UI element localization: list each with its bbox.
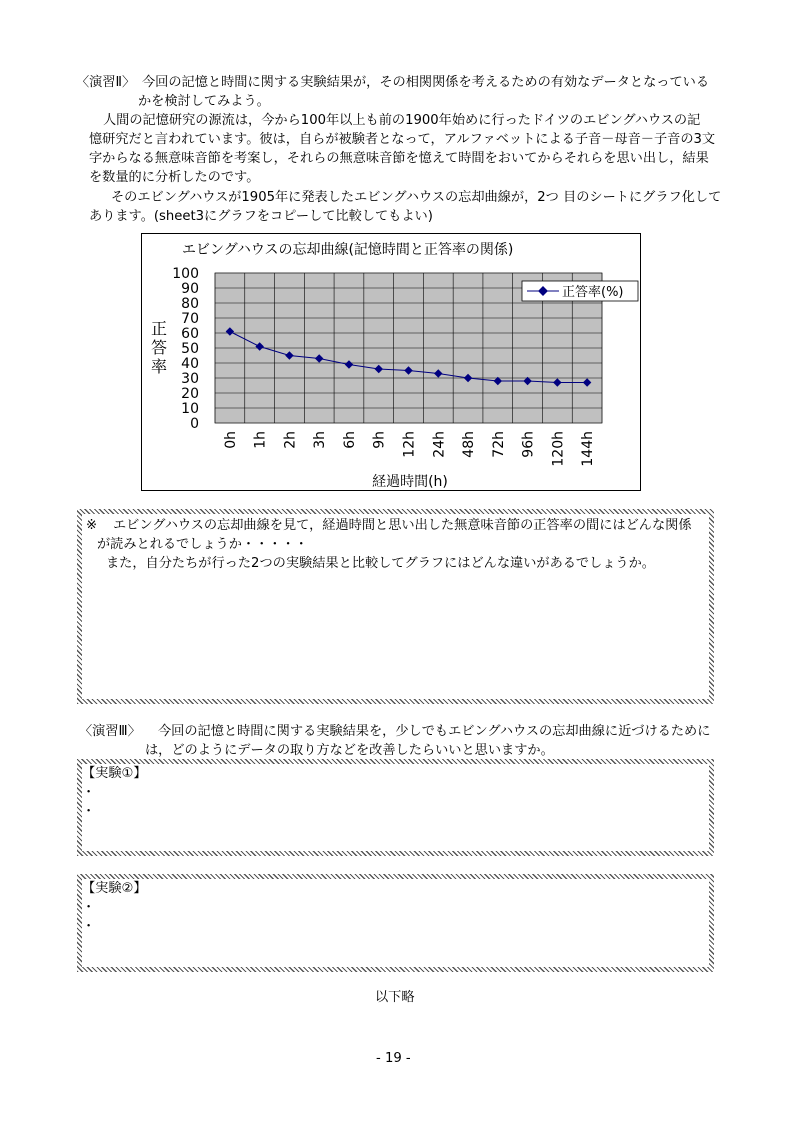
y-tick-label: 10 — [181, 401, 199, 417]
experiment1-bullet1: ・ — [82, 785, 96, 800]
y-tick-label: 80 — [181, 296, 199, 312]
y-tick-label: 90 — [181, 281, 199, 297]
experiment2-title: 【実験②】 — [82, 881, 147, 896]
y-tick-label: 40 — [181, 356, 199, 372]
y-axis-label-char: 正 — [150, 319, 168, 338]
exercise3-line1: 今回の記憶と時間に関する実験結果を，少しでもエビングハウスの忘却曲線に近づけるために — [158, 724, 711, 739]
forgetting-curve-chart — [141, 233, 641, 491]
exercise2-heading: 〈演習Ⅱ〉 — [76, 75, 136, 90]
x-tick-label: 2h — [282, 431, 299, 449]
x-tick-label: 48h — [461, 431, 478, 458]
x-tick-label: 9h — [371, 431, 388, 449]
para1-line1: 人間の記憶研究の源流は，今から100年以上も前の1900年始めに行ったドイツのエビングハウスの記 — [103, 113, 701, 128]
exercise3-line2: は，どのようにデータの取り方などを改善したらいいと思いますか。 — [145, 743, 554, 758]
experiment2-bullet1: ・ — [82, 900, 96, 915]
x-axis-label: 経過時間(h) — [372, 474, 448, 490]
chart-title: エビングハウスの忘却曲線(記憶時間と正答率の関係) — [182, 242, 514, 258]
y-tick-label: 20 — [181, 386, 199, 402]
para1-line2: 憶研究だと言われています。彼は，自らが被験者となって，アルファベットによる子音－母音－子音の3文 — [89, 132, 716, 147]
y-axis-label — [151, 319, 167, 376]
chart-svg — [142, 234, 640, 490]
para1-line3: 字からなる無意味音節を考案し，それらの無意味音節を憶えて時間をおいてからそれらを思い出し，結果 — [89, 151, 709, 166]
experiment1-bullet2: ・ — [82, 804, 96, 819]
x-tick-label: 72h — [490, 431, 507, 458]
x-tick-label: 6h — [341, 431, 358, 449]
experiment1-box — [77, 759, 714, 856]
experiment1-title: 【実験①】 — [82, 766, 147, 781]
para2-line2: あります。(sheet3にグラフをコピーして比較してもよい) — [89, 209, 433, 224]
note-line2: が読みとれるでしょうか・・・・・ — [97, 537, 308, 552]
experiment2-bullet2: ・ — [82, 919, 96, 934]
x-tick-label: 12h — [401, 431, 418, 458]
para2-line1: そのエビングハウスが1905年に発表したエビングハウスの忘却曲線が，2つ 目のシートにグラフ化して — [111, 190, 722, 205]
exercise3-heading: 〈演習Ⅲ〉 — [79, 724, 141, 739]
note-box — [77, 509, 714, 704]
y-tick-labels — [172, 266, 199, 432]
legend — [522, 281, 638, 301]
x-tick-label: 144h — [580, 431, 597, 467]
note-mark: ※ — [86, 518, 98, 533]
y-tick-label: 60 — [181, 326, 199, 342]
legend-label: 正答率(%) — [562, 285, 624, 300]
y-axis-label-char: 率 — [150, 357, 168, 376]
omitted-note: 以下略 — [375, 990, 415, 1005]
x-tick-label: 3h — [312, 431, 329, 449]
y-tick-label: 50 — [181, 341, 199, 357]
x-tick-label: 24h — [431, 431, 448, 458]
note-line1: エビングハウスの忘却曲線を見て，経過時間と思い出した無意味音節の正答率の間にはどんな関係 — [113, 518, 692, 533]
y-tick-label: 70 — [181, 311, 199, 327]
x-tick-label: 1h — [252, 431, 269, 449]
y-tick-label: 100 — [172, 266, 199, 282]
y-tick-label: 0 — [190, 416, 199, 432]
page-number: - 19 - — [376, 1051, 411, 1066]
x-tick-labels — [223, 431, 596, 467]
exercise2-line2: かを検討してみよう。 — [138, 94, 270, 109]
experiment2-box — [77, 874, 714, 972]
para1-line4: を数量的に分析したのです。 — [89, 170, 260, 185]
x-tick-label: 0h — [222, 431, 239, 449]
exercise2-line1: 今回の記憶と時間に関する実験結果が，その相関関係を考えるための有効なデータとなっている — [142, 75, 710, 90]
note-line3: また，自分たちが行った2つの実験結果と比較してグラフにはどんな違いがあるでしょうか。 — [106, 556, 655, 571]
x-tick-label: 120h — [550, 431, 567, 467]
y-tick-label: 30 — [181, 371, 199, 387]
x-tick-label: 96h — [520, 431, 537, 458]
y-axis-label-char: 答 — [150, 338, 168, 357]
